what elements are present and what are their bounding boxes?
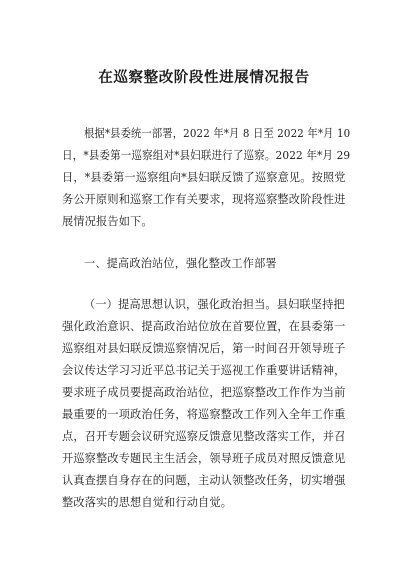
intro-line: 日，*县委第一巡察组对*县妇联进行了巡察。2022 年*月 29 <box>62 149 351 162</box>
intro-line: 日，*县委第一巡察组向*县妇联反馈了巡察意见。按照党 <box>62 171 346 184</box>
intro-line: 务公开原则和巡察工作有关要求，现将巡察整改阶段性进 <box>62 193 346 206</box>
document-title: 在巡察整改阶段性进展情况报告 <box>98 70 310 86</box>
paragraph-line: 点，召开专题会议研究巡察反馈意见整改落实工作，并召 <box>62 430 346 443</box>
paragraph-line: 要求班子成员要提高政治站位，把巡察整改工作作为当前 <box>62 386 346 399</box>
paragraph-line: 最重要的一项政治任务，将巡察整改工作列入全年工作重 <box>62 408 346 421</box>
paragraph-line: 开巡察整改专题民主生活会，领导班子成员对照反馈意见 <box>62 452 346 465</box>
paragraph-line: （一）提高思想认识，强化政治担当。县妇联坚持把 <box>84 298 345 311</box>
paragraph-line: 认真查摆自身存在的问题，主动认领整改任务，切实增强 <box>62 474 346 487</box>
paragraph-line: 强化政治意识、提高政治站位放在首要位置，在县委第一 <box>62 320 346 333</box>
section-heading: 一、提高政治站位，强化整改工作部署 <box>84 257 277 270</box>
paragraph-line: 会议传达学习习近平总书记关于巡视工作重要讲话精神， <box>62 364 346 377</box>
paragraph-line: 巡察组对县妇联反馈巡察情况后，第一时间召开领导班子 <box>62 342 346 355</box>
intro-line: 根据*县委统一部署，2022 年*月 8 日至 2022 年*月 10 <box>84 127 351 140</box>
intro-line: 展情况报告如下。 <box>62 215 153 228</box>
paragraph-line: 整改落实的思想自觉和行动自觉。 <box>62 496 233 509</box>
